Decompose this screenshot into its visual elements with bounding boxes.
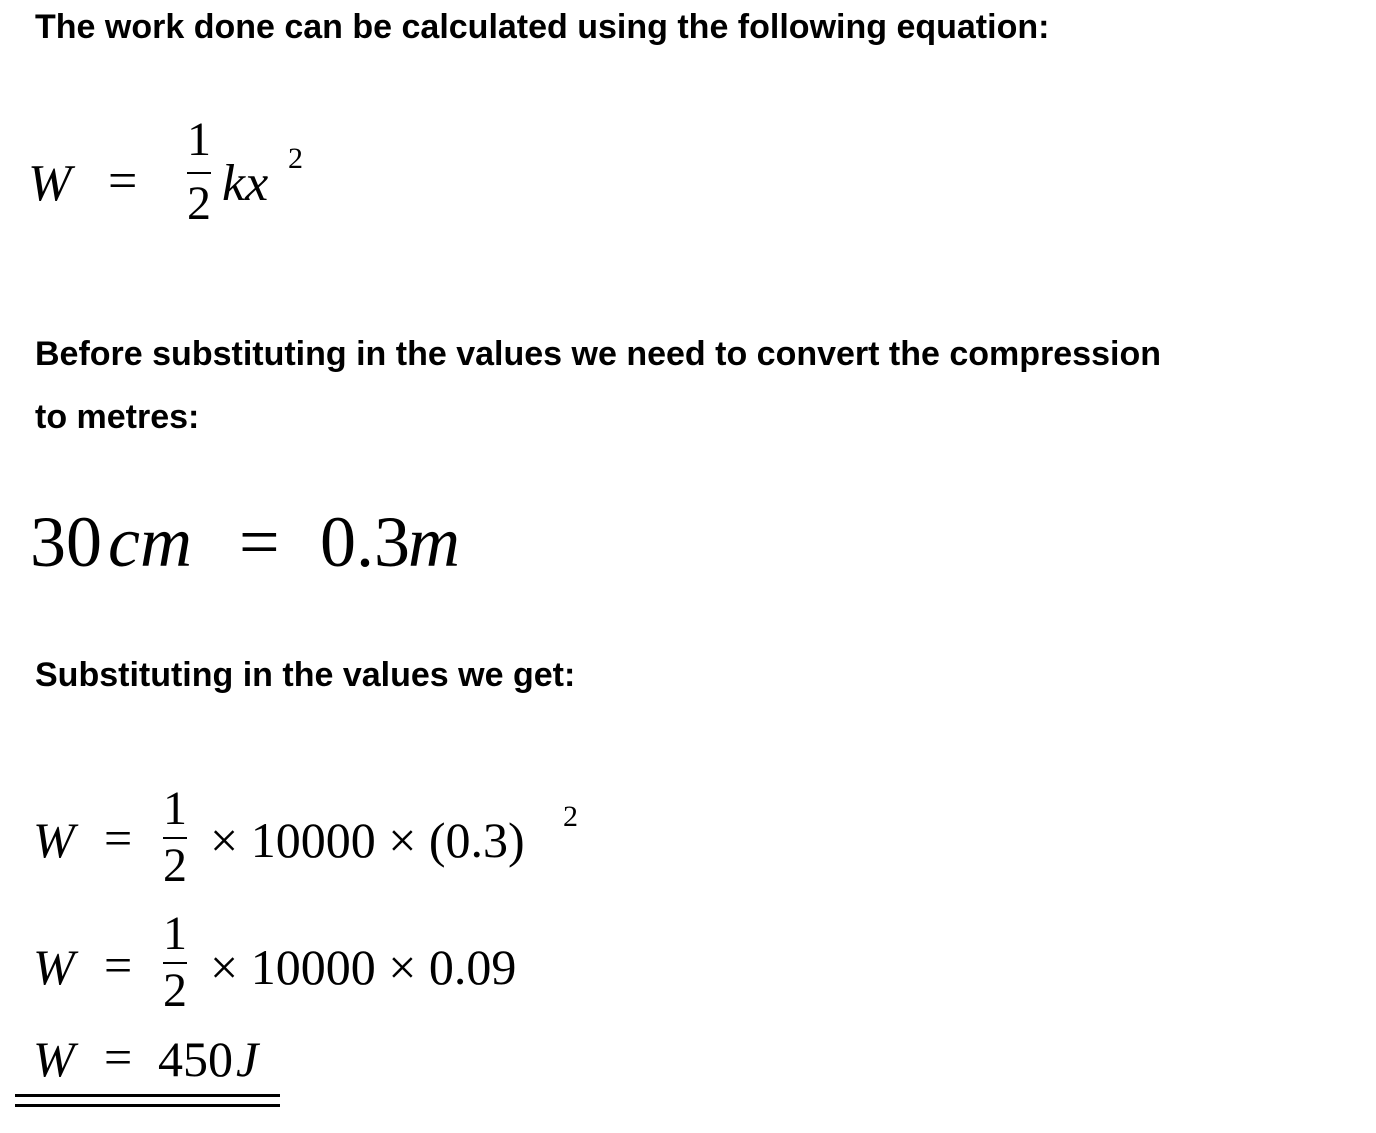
substituting-text: Substituting in the values we get: (35, 656, 576, 694)
answer-double-underline-top (15, 1094, 280, 1097)
answer-unit: J (236, 1031, 259, 1087)
formula-fraction-bar (187, 172, 211, 174)
conversion-value: 30 (30, 502, 102, 582)
step1-rest: × 10000 × (0.3) (210, 812, 525, 868)
answer-double-underline-bottom (15, 1104, 280, 1107)
conversion-equals: = (239, 502, 280, 582)
formula-fraction-numerator: 1 (187, 113, 211, 166)
intro-text: The work done can be calculated using the following equation: (35, 8, 1050, 46)
step1-exponent: 2 (563, 800, 578, 833)
step1-fraction (157, 782, 193, 892)
step1-fraction-numerator: 1 (163, 782, 187, 835)
step2-rest: × 10000 × 0.09 (210, 939, 517, 995)
answer-lhs: W (33, 1031, 75, 1087)
step2-fraction-numerator: 1 (163, 907, 187, 960)
convert-text-line1: Before substituting in the values we need to convert the compression (35, 335, 1161, 373)
conversion-result-value: 0.3 (320, 502, 410, 582)
conversion-result-unit: m (408, 502, 460, 582)
step2-fraction-denominator: 2 (163, 964, 187, 1017)
step2-equals: = (104, 937, 133, 993)
step2-lhs: W (33, 939, 75, 995)
formula-exponent: 2 (288, 142, 303, 175)
step2-fraction (157, 907, 193, 1017)
answer-value: 450 (158, 1031, 233, 1087)
answer-equals: = (104, 1029, 133, 1085)
formula-equals: = (108, 153, 138, 210)
formula-lhs: W (28, 155, 72, 212)
step1-fraction-denominator: 2 (163, 839, 187, 892)
formula-term: kx (222, 155, 269, 212)
step1-equals: = (104, 810, 133, 866)
convert-text-line2: to metres: (35, 398, 200, 436)
formula-fraction-denominator: 2 (187, 177, 211, 230)
conversion-unit: cm (108, 502, 192, 582)
step1-lhs: W (33, 812, 75, 868)
formula-fraction (181, 113, 217, 230)
